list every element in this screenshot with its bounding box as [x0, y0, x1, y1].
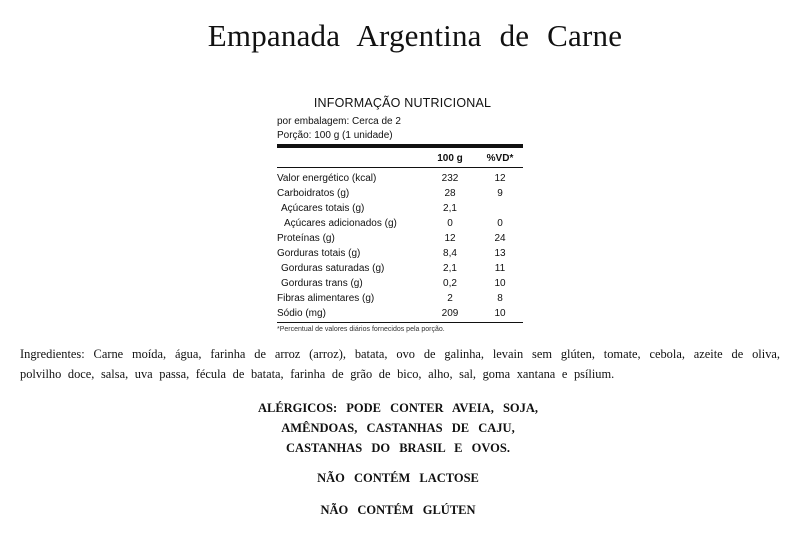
nutrition-footnote: *Percentual de valores diários fornecidos pela porção.	[277, 326, 445, 333]
nutrient-name: Carboidratos (g)	[277, 188, 350, 199]
nutrition-row	[277, 216, 523, 231]
nutrient-name: Gorduras saturadas (g)	[281, 263, 385, 274]
nutrition-facts-table	[277, 96, 523, 333]
header-spacer	[277, 151, 423, 167]
nutrient-vd: 13	[494, 248, 506, 259]
nutrition-rows	[277, 168, 523, 322]
nutrition-row	[277, 306, 523, 321]
nutrient-per100: 2,1	[443, 263, 457, 274]
nutrient-per100: 2,1	[443, 203, 457, 214]
nutrient-per100: 28	[444, 188, 456, 199]
nutrient-vd: 12	[494, 173, 506, 184]
nutrient-vd: 10	[494, 278, 506, 289]
nutrition-row	[277, 171, 523, 186]
nutrient-name: Gorduras trans (g)	[281, 278, 363, 289]
ingredients-list: Ingredientes: Carne moída, água, farinha de arroz (arroz), batata, ovo de galinha, levain sem glúten, tomate, cebola, azeite de oliva, polvilho doce, salsa, uva passa, fécula de batata, farinha de grão de bico, alho, sal, goma xantana e psílium.	[20, 347, 780, 381]
bottom-divider	[277, 322, 523, 323]
nutrient-vd	[477, 201, 523, 216]
allergen-line: CASTANHAS DO BRASIL E OVOS.	[286, 441, 510, 455]
nutrition-row	[277, 231, 523, 246]
nutrition-row	[277, 276, 523, 291]
nutrient-per100: 12	[444, 233, 456, 244]
header-100g: 100 g	[437, 153, 463, 164]
nutrient-vd: 0	[497, 218, 503, 229]
nutrient-vd: 9	[497, 188, 503, 199]
nutrient-vd: 11	[494, 263, 506, 274]
nutrient-name: Açúcares totais (g)	[281, 203, 365, 214]
nutrient-name: Sódio (mg)	[277, 308, 326, 319]
nutrient-per100: 209	[441, 308, 459, 319]
nutrient-vd: 24	[494, 233, 506, 244]
allergen-line: ALÉRGICOS: PODE CONTER AVEIA, SOJA,	[257, 401, 539, 415]
allergen-warning	[200, 398, 596, 458]
gluten-notice: NÃO CONTÉM GLÚTEN	[320, 503, 476, 517]
nutrition-row	[277, 291, 523, 306]
lactose-notice: NÃO CONTÉM LACTOSE	[317, 471, 479, 485]
nutrition-heading: INFORMAÇÃO NUTRICIONAL	[313, 96, 492, 110]
header-vd: %VD*	[486, 153, 514, 164]
nutrient-name: Açúcares adicionados (g)	[284, 218, 397, 229]
nutrient-per100: 232	[441, 173, 459, 184]
serving-size: Porção: 100 g (1 unidade)	[277, 130, 393, 141]
nutrient-name: Gorduras totais (g)	[277, 248, 361, 259]
nutrient-vd: 8	[497, 293, 503, 304]
nutrition-row	[277, 186, 523, 201]
nutrient-vd: 10	[494, 308, 506, 319]
nutrient-per100: 2	[447, 293, 453, 304]
nutrition-row	[277, 261, 523, 276]
servings-per-package: por embalagem: Cerca de 2	[277, 116, 401, 127]
nutrition-row	[277, 201, 523, 216]
nutrition-column-headers	[277, 151, 523, 167]
nutrition-row	[277, 246, 523, 261]
nutrient-name: Valor energético (kcal)	[277, 173, 377, 184]
nutrient-name: Fibras alimentares (g)	[277, 293, 375, 304]
nutrient-per100: 8,4	[443, 248, 457, 259]
product-title: Empanada Argentina de Carne	[207, 18, 623, 53]
nutrient-name: Proteínas (g)	[277, 233, 335, 244]
nutrient-per100: 0,2	[443, 278, 457, 289]
nutrient-per100: 0	[447, 218, 453, 229]
allergen-line: AMÊNDOAS, CASTANHAS DE CAJU,	[281, 421, 515, 435]
thick-divider	[277, 144, 523, 148]
